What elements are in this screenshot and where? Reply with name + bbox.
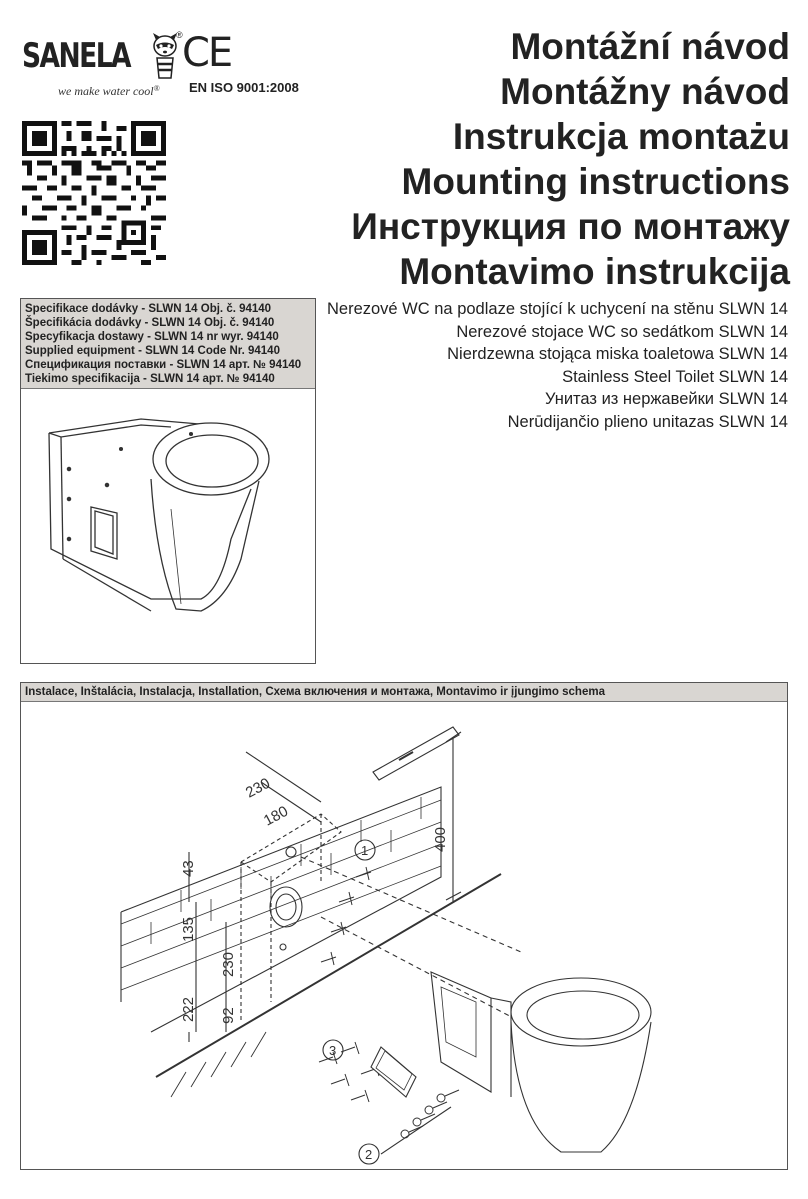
title-pl: Instrukcja montażu xyxy=(452,116,790,157)
title-en: Mounting instructions xyxy=(401,161,790,202)
dim-43: 43 xyxy=(180,860,197,877)
callout-2: 2 xyxy=(365,1147,373,1162)
description-en: Stainless Steel Toilet SLWN 14 xyxy=(562,367,788,386)
dim-230-top: 230 xyxy=(242,774,273,802)
installation-diagram xyxy=(21,702,787,1168)
callout-1: 1 xyxy=(361,843,369,858)
description-ru: Унитаз из нержавейки SLWN 14 xyxy=(544,390,788,408)
spec-line: Specifikace dodávky - SLWN 14 Obj. č. 94140 xyxy=(25,303,272,315)
spec-line: Specyfikacja dostawy - SLWN 14 nr wyr. 94140 xyxy=(25,331,279,343)
dim-180: 180 xyxy=(260,802,291,830)
qr-code xyxy=(22,121,166,265)
description-pl: Nierdzewna stojąca miska toaletowa SLWN 14 xyxy=(447,345,788,363)
title-lt: Montavimo instrukcija xyxy=(399,251,790,292)
dim-400: 400 xyxy=(432,826,449,852)
registered-mark: ® xyxy=(176,30,183,40)
dim-135: 135 xyxy=(180,916,197,942)
title-cs: Montážní návod xyxy=(510,26,790,67)
dim-92: 92 xyxy=(220,1007,237,1024)
brand-logo-text: SANELA xyxy=(22,36,131,76)
title-block xyxy=(351,24,790,294)
installation-box xyxy=(20,682,788,1170)
description-lt: Nerūdijančio plieno unitazas SLWN 14 xyxy=(507,412,788,431)
callout-3: 3 xyxy=(329,1043,337,1058)
spec-line: Tiekimo specifikacija - SLWN 14 арт. № 94140 xyxy=(25,373,275,385)
brand-tagline: we make water cool® xyxy=(58,84,160,98)
title-sk: Montážny návod xyxy=(500,71,790,112)
description-sk: Nerezové stojace WC so sedátkom SLWN 14 xyxy=(456,322,788,341)
product-descriptions xyxy=(327,298,788,433)
description-cs: Nerezové WC na podlaze stojící k uchycení na stěnu SLWN 14 xyxy=(326,300,788,318)
specification-box xyxy=(20,298,316,664)
spec-line: Špecifikácia dodávky - SLWN 14 Obj. č. 94140 xyxy=(25,317,275,329)
specification-header xyxy=(21,299,315,389)
installation-header: Instalace, Inštalácia, Instalacja, Installation, Схема включения и монтажа, Montavimo ir įjungimo schema xyxy=(21,683,787,702)
title-ru: Инструкция по монтажу xyxy=(351,206,790,247)
dim-230-side: 230 xyxy=(220,951,237,977)
toilet-product-illustration xyxy=(21,389,315,659)
spec-line: Supplied equipment - SLWN 14 Code Nr. 94140 xyxy=(25,345,280,357)
dim-222: 222 xyxy=(180,996,197,1022)
spec-line: Спецификация поставки - SLWN 14 арт. № 94140 xyxy=(25,359,302,371)
ce-mark: CE xyxy=(182,30,232,76)
certification-label: EN ISO 9001:2008 xyxy=(189,80,299,95)
